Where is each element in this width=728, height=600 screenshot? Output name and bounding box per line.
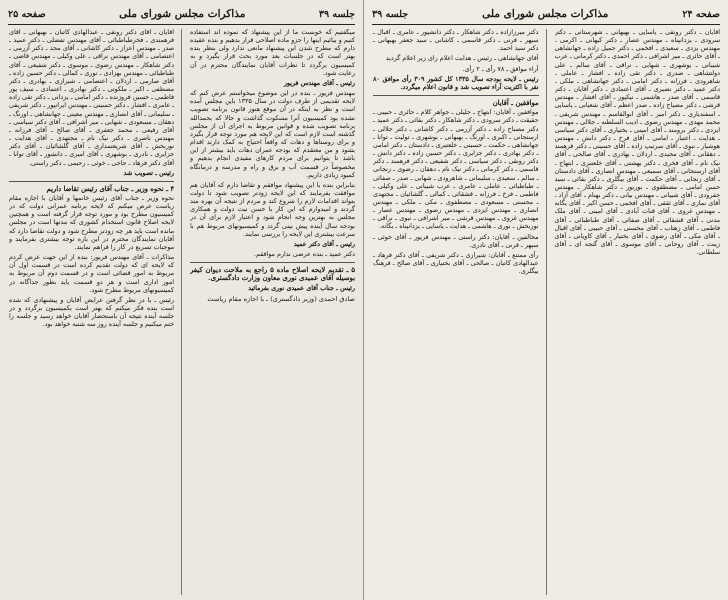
- right-page-columns: [372, 29, 720, 595]
- section-divider: [9, 181, 174, 182]
- speaker-line: رئیس ـ لایحه بودجه سال ۱۳۳۵ کل کشور ۳۰۹ رأی موافق ۸۰ نفر با اکثریت آراء تصویب شد و قانون اعلام میگردد.: [373, 75, 539, 91]
- paragraph: آقایان ـ آقای دکتر رونقی ـ عبدالهادی کاتبان ـ بهبهانی ـ آقای فرهمندی ـ فخرطباطبائی ـ آقای مهندس تفضلی ـ دکتر عمید ـ صدر ـ مهندس اعزاز ـ دکتر کاشانی ـ آقای مجد ـ دکتر آزرمی ـ اعتصامی ـ آقای مهندس نراقی ـ علی وکیلی ـ مهندس قاضی ـ دکتر شاهکار ـ مهندس رضوی ـ موسوی ـ دکتر شفیعی ـ آقای طباطبائی ـ مهندس بهزادی ـ نوری ـ کمالی ـ دکتر حسین زاده ـ آقای صارمی ـ اردلان ـ اعتصامی ـ شیرازی ـ بهادری ـ دکتر مصطفی ـ اکبر ـ ملکوتی ـ دکتر بهادری ـ اعتمادی ـ سیف پور فاطمی ـ حسین فروزنده ـ دکتر امامی ـ یزدانی ـ دکتر تقی زاده ـ عامری ـ افشار ـ دکتر حسینی ـ مهندس ایرانپور ـ دکتر شریفی ـ سلیمانی ـ آقای انصاری ـ مهندس معینی ـ جهانشاهی ـ اورنگ ـ دهقان ـ مسعودی ـ شهابی ـ میر اشرافی ـ آقای دکتر سیاسی ـ آقای رفیعی ـ محمد جعفری ـ آقای صالح ـ آقای فرزانه ـ مهندس ناصری ـ دکتر نیک نام ـ مجتهدی ـ آقای هدایت ـ نوربخش ـ آقای شریعتمداری ـ آقای گلشائیان ـ آقای دکتر جزایری ـ نادری ـ بوشهری ـ آقای امیری ـ دانشور ـ آقای توانا ـ آقای دکتر فرهاد ـ حاجی ـ خوئی ـ رحیمی ـ دکتر راستی.: [8, 29, 174, 167]
- section-subtitle: ۴ ـ نحوه وزیر ـ جناب آقای رئیس تقاضا داریم: [46, 184, 174, 193]
- right-page-column-left: [372, 29, 539, 595]
- paragraph: رأی ممتنع ـ آقایان: شیرازی ـ دکتر شریفی ـ آقای دکتر فرهاد ـ عبدالهادی کاتبان ـ صالحی ـ آقای بختیاری ـ آقای صالح ـ فرهنگ بیگلری.: [373, 251, 539, 276]
- page-title: مذاکرات مجلس شورای ملی: [119, 8, 246, 20]
- paragraph: نحوه وزیر ـ جناب آقای رئیس خانمها و آقایان با اجازه مقام ریاست عرض میکنم که لایحه برنامه عمرانی دولت که در کمیسیون مطرح بود و مورد توجه قرار گرفته است و همچنین لایحه اصلاح قانون استخدام کشوری که مدتها است در مجلس مانده است باید هر چه زودتر مطرح شود و دولت تقاضا دارد که آقایان نمایندگان محترم در این باره توجه بیشتری بفرمایند و موجبات تسریع در کار را فراهم نمایند.: [9, 194, 174, 251]
- session-label: جلسه ۳۹: [318, 8, 355, 20]
- agenda-item-title: ۵ ـ تقدیم لایحه اصلاح ماده ۵ راجع به ملاحت دیوان کیفر بوسیله آقای عمیدی نوری معاون وزارت دادگستری.: [190, 266, 355, 283]
- paragraph: آقای جهانشاهی ـ رئیس ـ هدایت اعلام رای زیر اعلام گردید: [385, 55, 539, 63]
- right-page: [364, 0, 728, 600]
- page-number: صفحه ۲۵: [8, 8, 46, 20]
- column-rule: [546, 29, 547, 595]
- speaker-line: رئیس ـ آقای دکتر عمید: [293, 240, 355, 248]
- left-page-header: [8, 6, 355, 25]
- paragraph: موافقین ـ آقایان: ابتهاج ـ جلیلی ـ جواهر کلام ـ حائری ـ حبیبی ـ حقیقت ـ دکتر سرودی ـ دکتر شاهکار ـ دکتر بقائی ـ دکتر عمید ـ دکتر مصباح زاده ـ دکتر آزرمی ـ دکتر کاشانی ـ دکتر جلالی ـ ارسنجانی ـ اکبری ـ اورنگ ـ بهبهانی ـ بوشهری ـ تولیت ـ توانا ـ جهانشاهی ـ حکمت ـ حسینی ـ خلعتبری ـ دادستان ـ دکتر امامی ـ دکتر بهادری ـ دکتر جزایری ـ دکتر حسین زاده ـ دکتر دانش ـ دکتر رونقی ـ دکتر سیاسی ـ دکتر شفیعی ـ دکتر فرهمند ـ دکتر قاسمی ـ دکتر کرمانی ـ دکتر نیک نام ـ دهقان ـ رضوی ـ زنجانی ـ سالم ـ سعیدی ـ سلیمانی ـ شاهرودی ـ شهابی ـ صدر ـ صفائی ـ طباطبائی ـ عاملی ـ عامری ـ عرب شیبانی ـ علی وکیلی ـ فاطمی ـ فرخ ـ فرزانه ـ قشقائی ـ کمالی ـ گلشائیان ـ مجتهدی ـ محسنی ـ مسعودی ـ مصطفوی ـ مکی ـ ملکی ـ مهندس انصاری ـ مهندس ایزدی ـ مهندس رضوی ـ مهندس عصار ـ مهندس غروی ـ مهندس قرشی ـ میر اشرافی ـ نبوی ـ نراقی ـ نوربخش ـ نوری ـ هاشمی ـ هدایت ـ یاسایی ـ یزدانپناه ـ یگانه.: [373, 109, 539, 231]
- paragraph: مخالفین ـ آقایان: دکتر راستی ـ مهندس فریور ـ آقای خوئی ـ سپهر ـ قرنی ـ آقای نادری.: [373, 233, 539, 249]
- paragraph: بنابراین بنده با این پیشنهاد موافقم و تقاضا دارم که آقایان هم موافقت بفرمایند که این لایحه زودتر تصویب شود تا دولت بتواند اقدامات لازم را شروع کند و مردم از نتیجه آن بهره مند گردند و امیدوارم که این کار با حسن نیت دولت و همکاری مجلس به بهترین وجه انجام شود و اعتبار لازم برای آن در بودجه سال آینده پیش بینی گردد و کمیسیونهای مربوط هم با سرعت بیشتری این لایحه را بررسی نمایند.: [190, 181, 355, 238]
- right-page-column-right: [554, 29, 721, 595]
- column-rule: [181, 29, 182, 595]
- paragraph: دکتر میرزازاده ـ دکتر شاهکار ـ دکتر دانشپور ـ عامری ـ اقبال ـ سپهر ـ قرنی ـ دکتر قاسمی ـ کاشانی ـ سید جعفر بهبهانی ـ دکتر سید احمد.: [373, 29, 539, 53]
- speaker-line: رئیس ـ آقای مهندس فریور: [283, 79, 355, 87]
- left-page-column-left: [8, 29, 174, 595]
- vote-section-title: موافقین ـ آقایان: [492, 99, 539, 108]
- paragraph: مذاکرات ـ آقای مهندس فریور: بنده از این جهت عرض کردم که لایحه ای که دولت تقدیم کرده است در قسمت اول آن مربوط به امور قضائی است و در قسمت دوم آن مربوط به امور اداری است و هر دو قسمت باید بطور جداگانه در کمیسیونهای مربوط مطرح شود.: [9, 254, 174, 294]
- page-number: صفحه ۲۴: [682, 8, 720, 20]
- paragraph: مهندس فریور ـ بنده در این موضوع میخواستم عرض کنم که لایحه تقدیمی از طرف دولت در سال ۱۳۳۵ باین مجلس آمده است و نظر به اینکه در آن موقع هنوز قانون برنامه تصویب نشده بود کمیسیون آنرا مسکوت گذاشت و حالا که بحمدالله برنامه تصویب شده و قوانین مربوط به اجرای آن از مجلس گذشته است لازم است که این لایحه هم مورد توجه قرار بگیرد و برای روستاها و دهات که واقعاً احتیاج به کمک دارند اقدام بشود و من معتقدم که بودجه عمران دهات باید بیشتر از این باشد تا بتوانیم برای مردم کارهای مفیدی انجام بدهیم و مخصوصاً در قسمت آب و برق و راه و مدرسه و درمانگاه کمبود زیادی داریم.: [190, 90, 355, 179]
- section-divider: [373, 95, 539, 96]
- left-page-column-right: [189, 29, 355, 595]
- speaker-line: رئیس ـ تصویب شد: [123, 169, 174, 177]
- session-label: جلسه ۳۹: [372, 8, 409, 20]
- left-page-columns: [8, 29, 355, 595]
- paragraph: آقایان ـ دکتر رونقی ـ یاسایی ـ بهبهانی ـ شهرستانی ـ دکتر سرودی ـ یزدانپناه ـ مهندس عصار ـ دکتر کیهانی ـ اکرمی ـ مهندس یزدی ـ سعیدی ـ افخمی ـ دکتر جمیل زاده ـ جهانشاهی ـ آقای حائری ـ میر اشرافی ـ دکتر احمدی ـ دکتر کرمانی ـ عرب شیبانی ـ بوشهری ـ شهابی ـ نراقی ـ آقای سالم ـ علی دولتشاهی ـ صدری ـ دکتر تقی زاده ـ افشار ـ عاملی ـ شاهرودی ـ فرزانه ـ دکتر امامی ـ دکتر جهانشاهی ـ ملکی ـ دکتر عمید ـ دکتر نصیری ـ آقای اعتمادی ـ دکتر آقایان ـ دکتر قاسمی ـ آقای صدر ـ هاشمی ـ نیکپور ـ آقای افشار ـ مهندس قرشی ـ دکتر مصباح زاده ـ صدر اعظم ـ آقای شعبانی ـ یاسایی ـ اسفندیاری ـ دکتر امیر ـ آقای ابوالقاسم ـ مهندس شریفی ـ محمد مهدی ـ مهندس رضوی ـ ادیب السلطنه ـ جلالی ـ مهندس ایزدی ـ دکتر برومند ـ آقای امینی ـ بختیاری ـ آقای دکتر سیاسی ـ هدایت ـ اعتبار ـ امامی ـ آقای فرخ ـ دکتر دانش ـ مهندس هوشیار ـ نبوی ـ آقای سرتیپ زاده ـ آقای حسینی ـ دکتر فرهمند ـ دهقانی ـ آقای مجیدی ـ اردلان ـ بهادری ـ آقای صالحی ـ آقای نیک نام ـ آقای فخری ـ دکتر بهشتی ـ آقای خلعتبری ـ ابتهاج ـ آقای ارسنجانی ـ آقای سمیعی ـ مهندس انصاری ـ آقای دادستان ـ آقای زنجانی ـ آقای حکمت ـ آقای بیگلری ـ دکتر بقائی ـ سید حسن امامی ـ مصطفوی ـ بوربور ـ دکتر شاهکار ـ مهندس جفرودی ـ آقای شیبانی ـ مهندس بیانی ـ دکتر بهنام ـ آقای آزاد ـ آقای نمازی ـ آقای ثقفی ـ آقای افخمی ـ حسن اکبر ـ آقای یگانه ـ مهندس غروی ـ آقای قنات آبادی ـ آقای امینی ـ آقای ملک مدنی ـ آقای قشقائی ـ آقای صفائی ـ آقای طباطبائی ـ آقای فاطمی ـ آقای زهتاب ـ آقای محسنی ـ آقای حبیبی ـ آقای اقبال ـ آقای مکی ـ آقای رضوی ـ آقای بختیار ـ آقای کاویانی ـ آقای زینت ـ آقای روحانی ـ آقای موسوی ـ آقای گنجه ای ـ آقای سلطانی.: [554, 29, 720, 257]
- right-page-header: [372, 6, 720, 25]
- page-title: مذاکرات مجلس شورای ملی: [482, 8, 609, 20]
- speaker-line: رئیس ـ جناب آقای عمیدی نوری بفرمائید: [248, 284, 355, 292]
- paragraph: میگفتیم که خوبست ما از این پیشنهاد که نموده اند استفاده کنیم و بیائیم اینها را جزو ماده اصلاحی قرار بدهیم و بنده عقیده دارم که مطرح شدن این پیشنهاد مانعی ندارد ولی بنظر بنده بهتر است که در جلسات بعد مورد بحث قرار بگیرد و به کمیسیون برگردد تا نظرات آقایان نمایندگان محترم در آن رعایت شود.: [190, 29, 355, 77]
- section-divider: [190, 262, 355, 263]
- paragraph: دکتر عمید ـ بنده عرضی ندارم موافقم.: [254, 251, 355, 259]
- speaker-line: صادق احمدی (وزیر دادگستری) ـ با اجازه مقام ریاست: [207, 294, 355, 303]
- paragraph: آراء موافق ـ ۷۸ رأی ـ ۲ رأی.: [462, 65, 539, 73]
- paragraph: رئیس ـ با در نظر گرفتن عرایض آقایان و پیشنهادی که شده است بنده فکر میکنم که بهتر است بکمیسیون برگردد و در جلسه آینده نتیجه آن باستحضار آقایان خواهد رسید و جلسه را ختم میکنیم و جلسه آینده روز سه شنبه خواهد بود.: [9, 296, 174, 329]
